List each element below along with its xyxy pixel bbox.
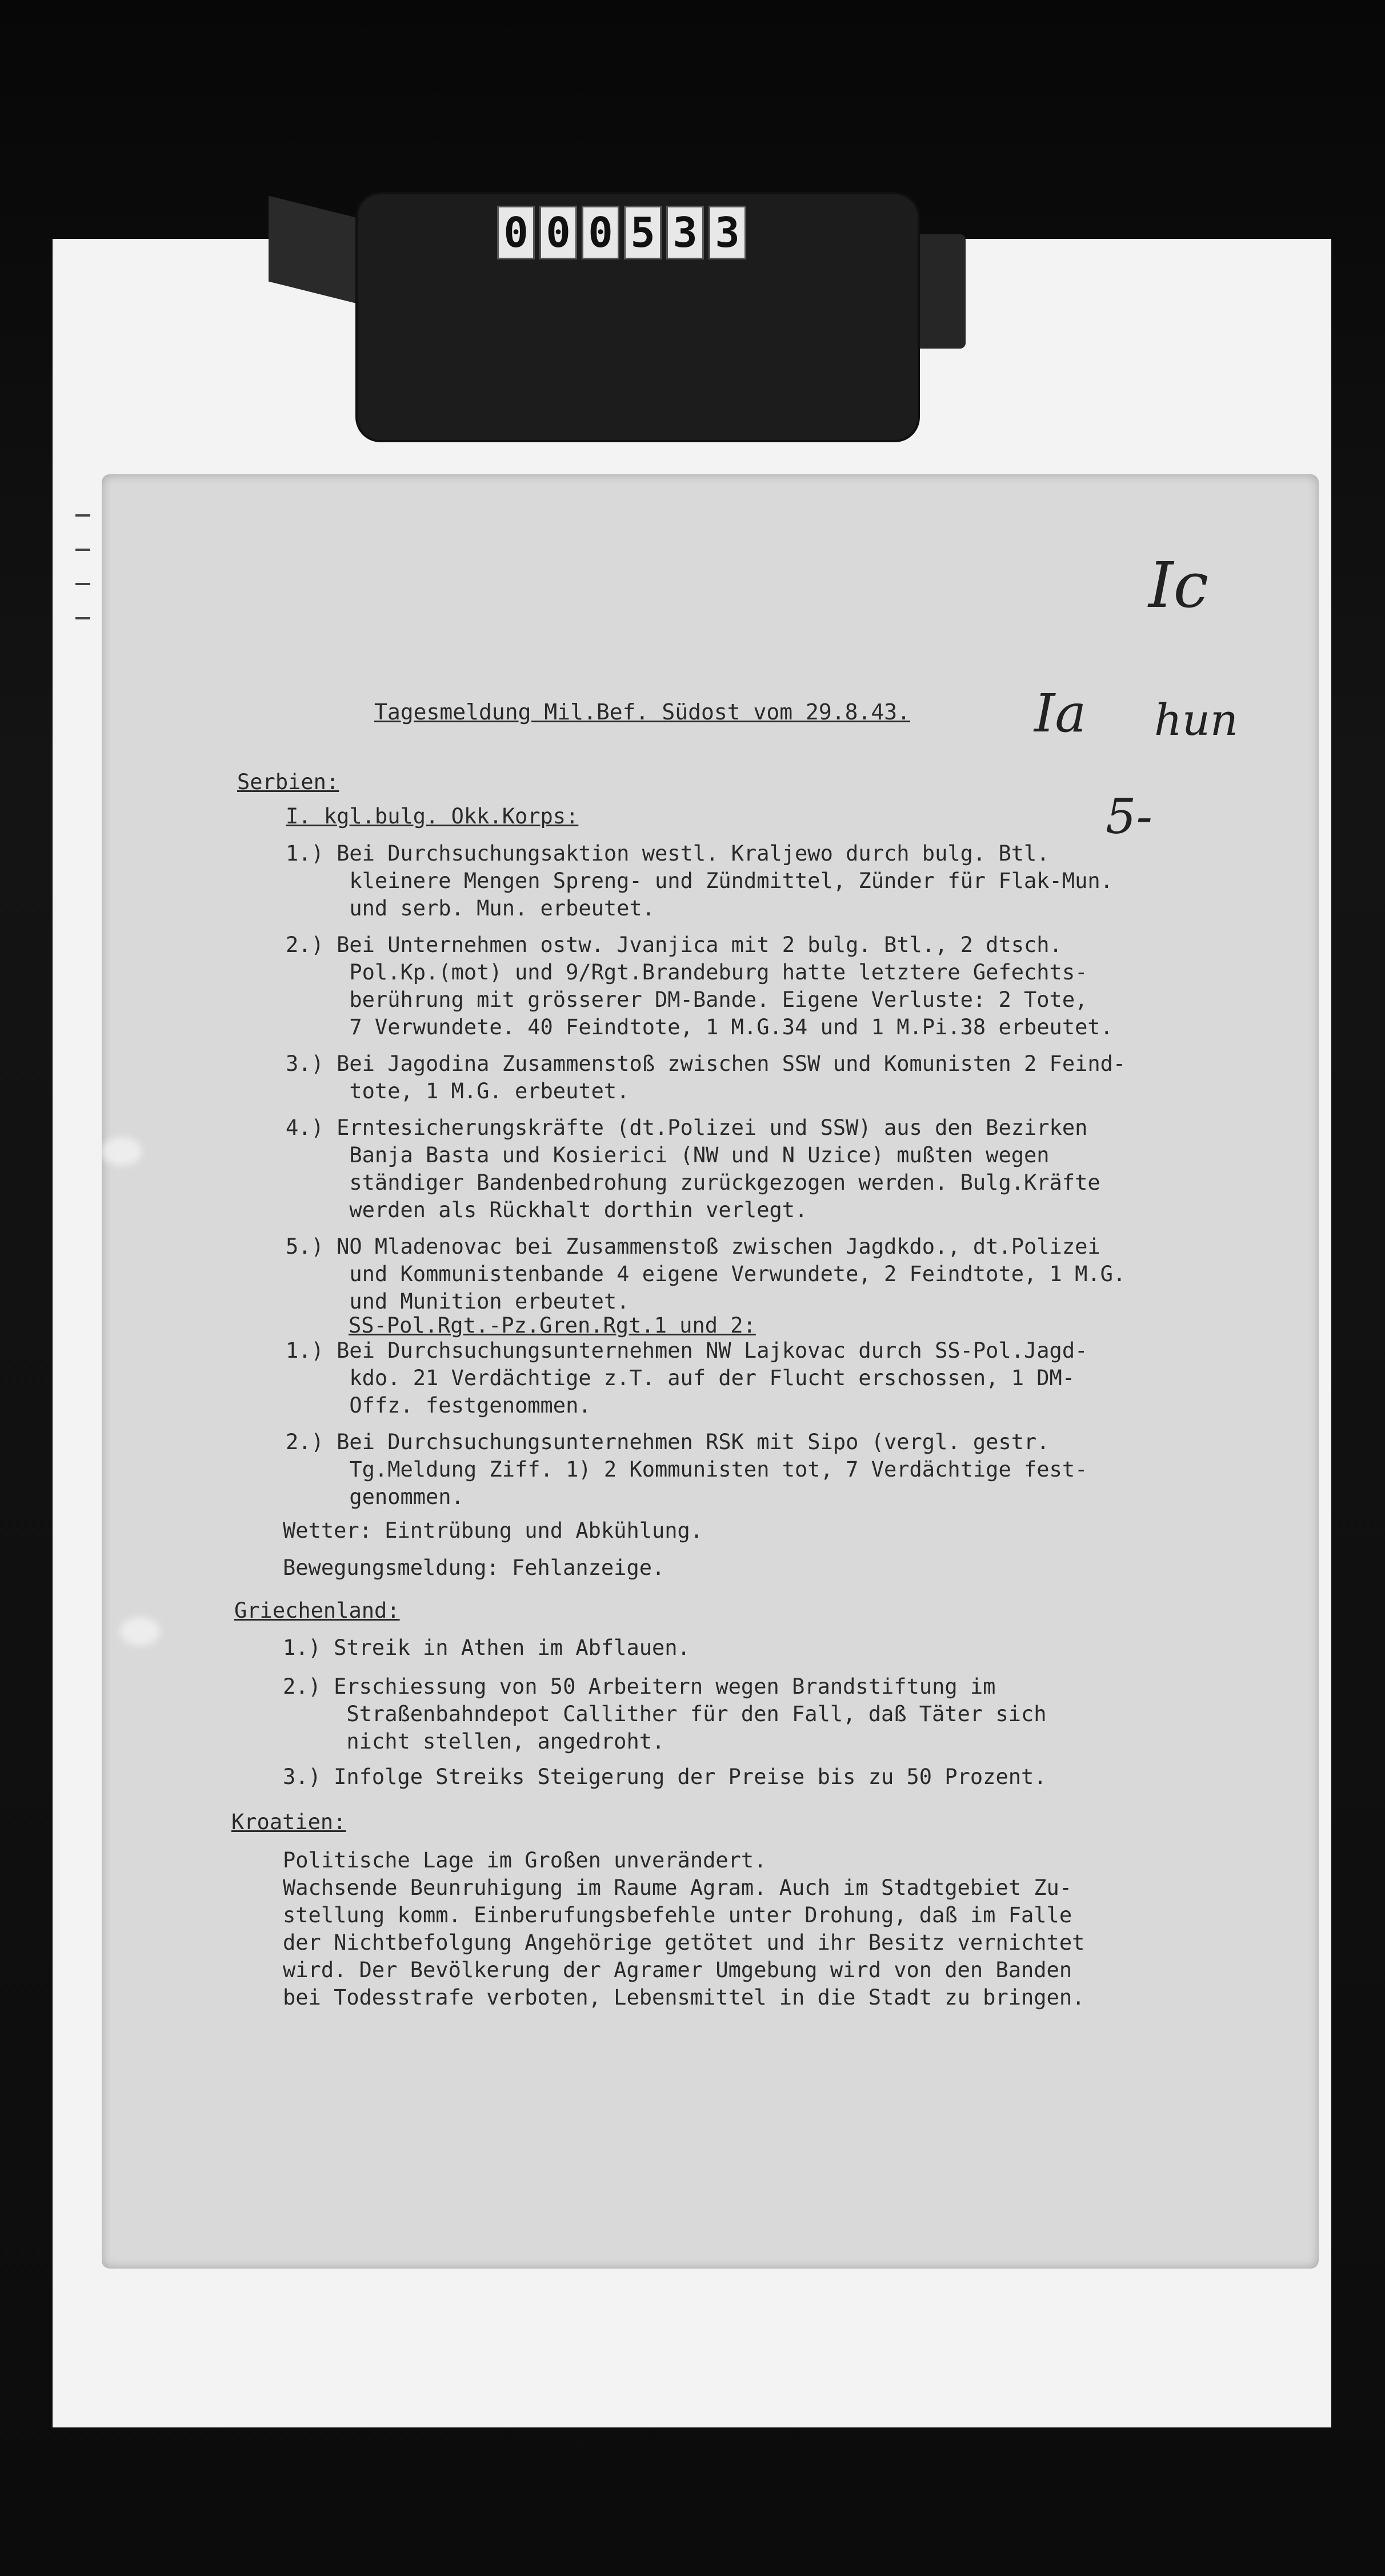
report-line: kdo. 21 Verdächtige z.T. auf der Flucht erschossen, 1 DM- bbox=[286, 1366, 1075, 1390]
report-line: bei Todesstrafe verboten, Lebensmittel in die Stadt zu bringen. bbox=[283, 1985, 1085, 2010]
report-line: wird. Der Bevölkerung der Agramer Umgebung wird von den Banden bbox=[283, 1958, 1072, 1982]
report-line: 3.) Infolge Streiks Steigerung der Preise bis zu 50 Prozent. bbox=[283, 1765, 1047, 1789]
movement-line: Bewegungsmeldung: Fehlanzeige. bbox=[283, 1555, 665, 1580]
report-line: und Munition erbeutet. bbox=[286, 1289, 630, 1314]
report-line: Pol.Kp.(mot) und 9/Rgt.Brandeburg hatte letztere Gefechts- bbox=[286, 960, 1088, 985]
counter-digit: 3 bbox=[666, 206, 704, 259]
counter-digit: 5 bbox=[624, 206, 662, 259]
report-line: 4.) Erntesicherungskräfte (dt.Polizei und SSW) aus den Bezirken bbox=[286, 1115, 1088, 1140]
paper-smudge bbox=[120, 1617, 160, 1646]
ss-regiment-heading: SS-Pol.Rgt.-Pz.Gren.Rgt.1 und 2: bbox=[349, 1313, 756, 1338]
counter-digit: 3 bbox=[708, 206, 746, 259]
frame-counter bbox=[497, 206, 746, 263]
report-line: 2.) Erschiessung von 50 Arbeitern wegen Brandstiftung im bbox=[283, 1674, 996, 1699]
section-heading-croatia: Kroatien: bbox=[231, 1810, 346, 1834]
report-line: Banja Basta und Kosierici (NW und N Uzice) mußten wegen bbox=[286, 1143, 1050, 1167]
paper-smudge bbox=[102, 1137, 142, 1166]
document-title: Tagesmeldung Mil.Bef. Südost vom 29.8.43. bbox=[374, 699, 910, 725]
report-line: genommen. bbox=[286, 1485, 464, 1509]
handwritten-annotation: hun bbox=[1154, 694, 1238, 745]
weather-line: Wetter: Eintrübung und Abkühlung. bbox=[283, 1518, 703, 1543]
section-heading-greece: Griechenland: bbox=[234, 1598, 400, 1623]
corps-heading: I. kgl.bulg. Okk.Korps: bbox=[286, 804, 579, 829]
report-line: 5.) NO Mladenovac bei Zusammenstoß zwischen Jagdkdo., dt.Polizei bbox=[286, 1234, 1100, 1259]
report-line: 1.) Bei Durchsuchungsunternehmen NW Lajkovac durch SS-Pol.Jagd- bbox=[286, 1338, 1088, 1363]
report-line: 2.) Bei Durchsuchungsunternehmen RSK mit Sipo (vergl. gestr. bbox=[286, 1430, 1050, 1454]
report-line: ständiger Bandenbedrohung zurückgezogen werden. Bulg.Kräfte bbox=[286, 1170, 1100, 1195]
report-line: Offz. festgenommen. bbox=[286, 1393, 591, 1418]
counter-digit: 0 bbox=[539, 206, 577, 259]
report-line: 1.) Streik in Athen im Abflauen. bbox=[283, 1635, 690, 1660]
handwritten-annotation: 5- bbox=[1106, 789, 1152, 845]
report-line: tote, 1 M.G. erbeutet. bbox=[286, 1079, 630, 1103]
report-line: 2.) Bei Unternehmen ostw. Jvanjica mit 2 bulg. Btl., 2 dtsch. bbox=[286, 933, 1062, 957]
report-line: stellung komm. Einberufungsbefehle unter Drohung, daß im Falle bbox=[283, 1903, 1072, 1927]
report-line: 7 Verwundete. 40 Feindtote, 1 M.G.34 und 1 M.Pi.38 erbeutet. bbox=[286, 1015, 1113, 1039]
report-line: nicht stellen, angedroht. bbox=[283, 1729, 665, 1754]
report-line: Wachsende Beunruhigung im Raume Agram. Auch im Stadtgebiet Zu- bbox=[283, 1875, 1072, 1900]
report-line: 3.) Bei Jagodina Zusammenstoß zwischen SSW und Komunisten 2 Feind- bbox=[286, 1051, 1126, 1076]
report-line: kleinere Mengen Spreng- und Zündmittel, Zünder für Flak-Mun. bbox=[286, 869, 1113, 893]
handwritten-annotation: Ia bbox=[1034, 683, 1087, 744]
counter-digit: 0 bbox=[582, 206, 619, 259]
counter-digit: 0 bbox=[497, 206, 535, 259]
report-line: 1.) Bei Durchsuchungsaktion westl. Kraljewo durch bulg. Btl. bbox=[286, 841, 1050, 866]
report-line: der Nichtbefolgung Angehörige getötet und ihr Besitz vernichtet bbox=[283, 1930, 1085, 1955]
report-line: berührung mit grösserer DM-Bande. Eigene Verluste: 2 Tote, bbox=[286, 987, 1088, 1012]
report-line: werden als Rückhalt dorthin verlegt. bbox=[286, 1198, 808, 1222]
section-heading-serbia: Serbien: bbox=[237, 770, 339, 794]
margin-marks bbox=[67, 497, 102, 669]
report-line: Politische Lage im Großen unverändert. bbox=[283, 1848, 767, 1873]
report-line: und Kommunistenbande 4 eigene Verwundete, 2 Feindtote, 1 M.G. bbox=[286, 1262, 1126, 1286]
report-line: und serb. Mun. erbeutet. bbox=[286, 896, 655, 921]
report-line: Straßenbahndepot Callither für den Fall, daß Täter sich bbox=[283, 1702, 1047, 1726]
report-line: Tg.Meldung Ziff. 1) 2 Kommunisten tot, 7 Verdächtige fest- bbox=[286, 1457, 1088, 1482]
handwritten-annotation: Ic bbox=[1148, 549, 1209, 622]
